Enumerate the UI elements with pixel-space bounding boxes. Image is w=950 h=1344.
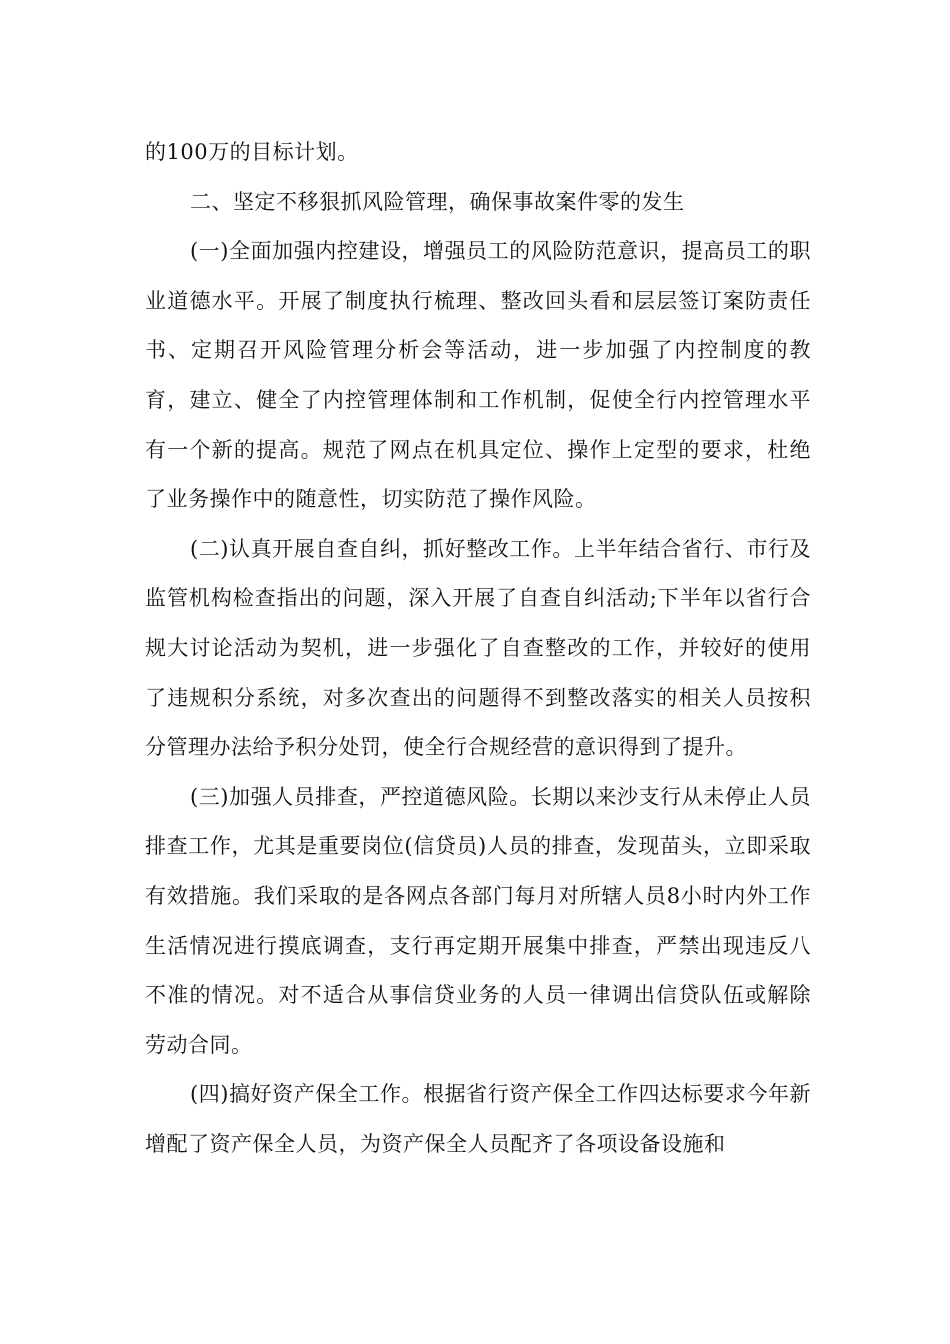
document-body — [145, 128, 811, 1169]
paragraph-internal-control: (一)全面加强内控建设，增强员工的风险防范意识，提高员工的职业道德水平。开展了制度执行梳理、整改回头看和层层签订案防责任书、定期召开风险管理分析会等活动，进一步加强了内控制度的教育，建立、健全了内控管理体制和工作机制，促使全行内控管理水平有一个新的提高。规范了网点在机具定位、操作上定型的要求，杜绝了业务操作中的随意性，切实防范了操作风险。 — [145, 239, 811, 512]
paragraph-target-plan: 的100万的目标计划。 — [145, 140, 359, 164]
section-heading-risk-management: 二、坚定不移狠抓风险管理，确保事故案件零的发生 — [190, 189, 685, 214]
paragraph-self-inspection: (二)认真开展自查自纠，抓好整改工作。上半年结合省行、市行及监管机构检查指出的问题，深入开展了自查自纠活动;下半年以省行合规大讨论活动为契机，进一步强化了自查整改的工作，并较好的使用了违规积分系统，对多次查出的问题得不到整改落实的相关人员按积分管理办法给予积分处罚，使全行合规经营的意识得到了提升。 — [145, 536, 811, 760]
paragraph-asset-preservation: (四)搞好资产保全工作。根据省行资产保全工作四达标要求今年新增配了资产保全人员，为资产保全人员配齐了各项设备设施和 — [145, 1082, 811, 1156]
paragraph-personnel-screening: (三)加强人员排查，严控道德风险。长期以来沙支行从未停止人员排查工作，尤其是重要岗位(信贷员)人员的排查，发现苗头，立即采取有效措施。我们采取的是各网点各部门每月对所辖人员8小时内外工作生活情况进行摸底调查，支行再定期开展集中排查，严禁出现违反八不准的情况。对不适合从事信贷业务的人员一律调出信贷队伍或解除劳动合同。 — [145, 784, 811, 1057]
